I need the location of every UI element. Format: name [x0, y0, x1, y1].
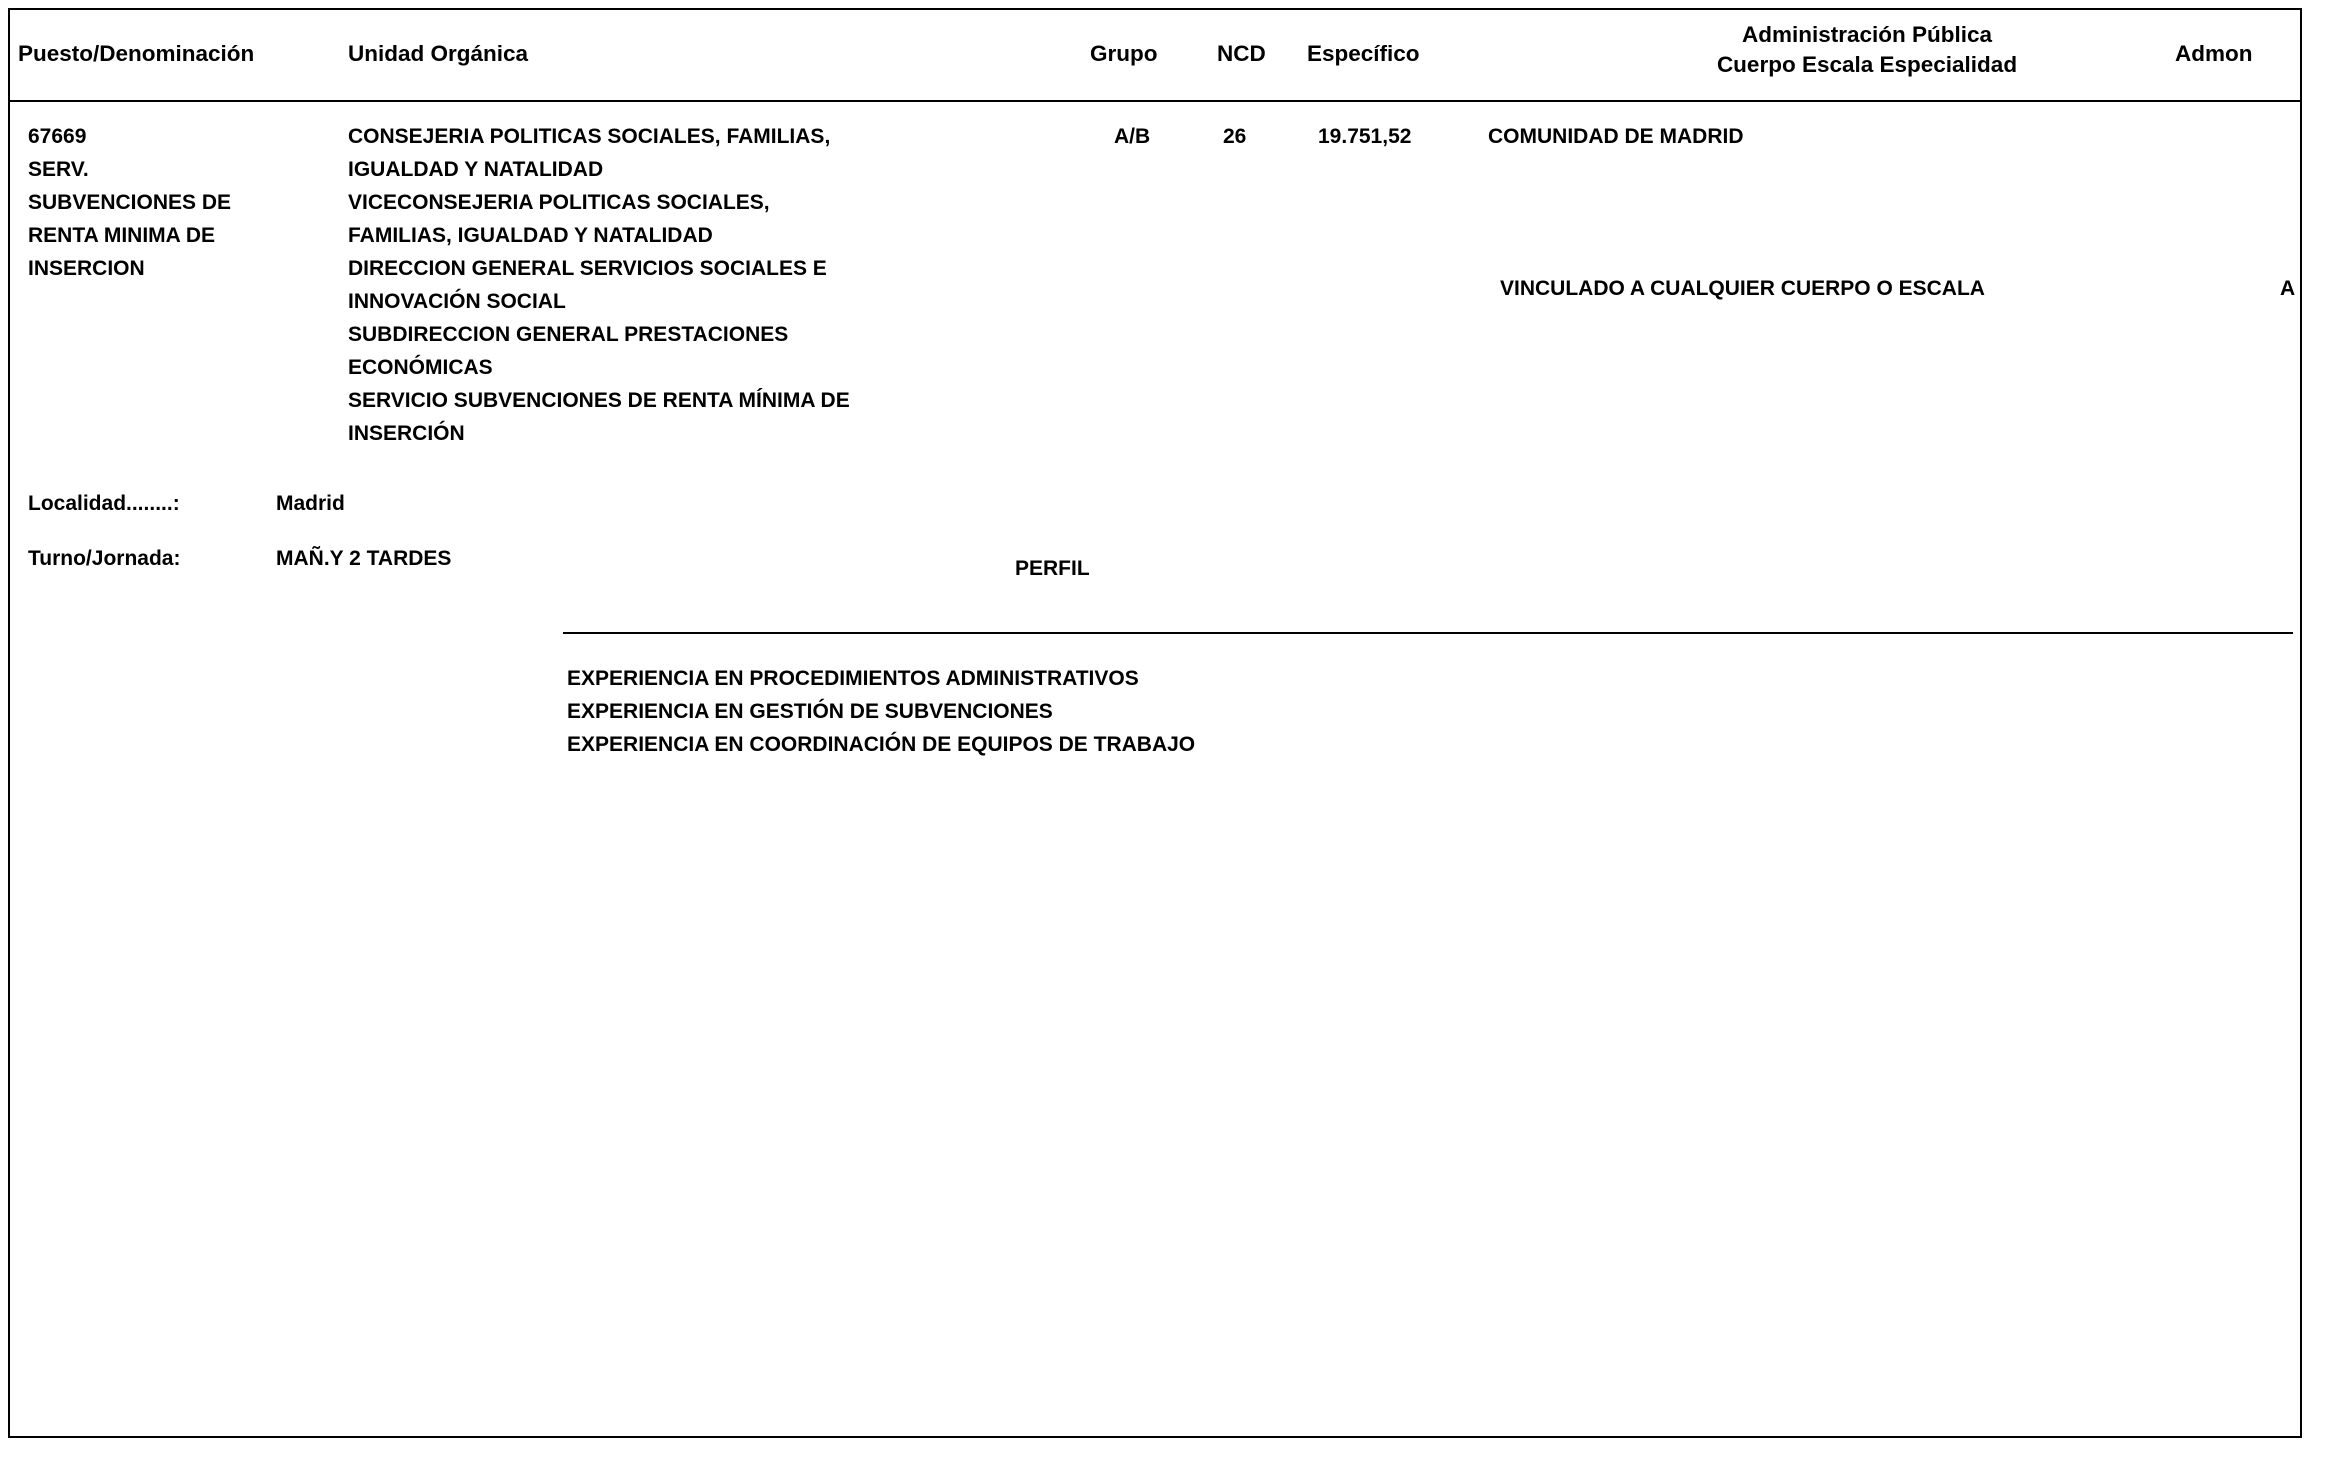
job-posting-table: [8, 8, 2302, 1438]
puesto-denominacion-line: SERV.: [28, 158, 89, 181]
administracion-publica-value: COMUNIDAD DE MADRID: [1488, 125, 1744, 148]
unidad-organica-cell: [348, 120, 1068, 450]
localidad-row: [28, 492, 345, 516]
column-header-admon: Admon: [2175, 41, 2253, 66]
grupo-value: A/B: [1114, 125, 1151, 148]
perfil-list: [567, 662, 1195, 761]
unidad-organica-line: SUBDIRECCION GENERAL PRESTACIONES: [348, 323, 789, 346]
column-header-administracion-publica: Administración Pública: [1741, 22, 1993, 47]
list-item: EXPERIENCIA EN COORDINACIÓN DE EQUIPOS DE TRABAJO: [567, 733, 1196, 756]
column-header-especifico: Específico: [1307, 41, 1420, 66]
puesto-denominacion-line: RENTA MINIMA DE: [28, 224, 216, 247]
column-header-grupo: Grupo: [1090, 41, 1158, 66]
admon-value: A: [2280, 277, 2296, 300]
localidad-label: Localidad........:: [28, 492, 180, 515]
localidad-value: Madrid: [276, 492, 345, 515]
unidad-organica-line: FAMILIAS, IGUALDAD Y NATALIDAD: [348, 224, 713, 247]
turno-jornada-label: Turno/Jornada:: [28, 547, 181, 570]
unidad-organica-line: INSERCIÓN: [348, 422, 465, 445]
perfil-title: PERFIL: [1015, 557, 1090, 580]
list-item: EXPERIENCIA EN PROCEDIMIENTOS ADMINISTRATIVOS: [567, 667, 1139, 690]
puesto-denominacion-line: SUBVENCIONES DE: [28, 191, 232, 214]
unidad-organica-line: VICECONSEJERIA POLITICAS SOCIALES,: [348, 191, 770, 214]
table-row: [28, 120, 328, 285]
perfil-divider: [563, 632, 2293, 634]
unidad-organica-line: DIRECCION GENERAL SERVICIOS SOCIALES E: [348, 257, 827, 280]
unidad-organica-line: CONSEJERIA POLITICAS SOCIALES, FAMILIAS,: [348, 125, 831, 148]
especifico-value: 19.751,52: [1318, 125, 1412, 148]
turno-jornada-value: MAÑ.Y 2 TARDES: [276, 547, 452, 570]
column-header-cuerpo-escala-especialidad: Cuerpo Escala Especialidad: [1716, 52, 2018, 77]
cuerpo-escala-especialidad-value: VINCULADO A CUALQUIER CUERPO O ESCALA: [1500, 277, 1985, 300]
column-header-unidad-organica: Unidad Orgánica: [348, 41, 529, 66]
table-body: [10, 102, 2300, 1436]
unidad-organica-line: IGUALDAD Y NATALIDAD: [348, 158, 604, 181]
table-header-row: [10, 10, 2300, 102]
puesto-denominacion-line: INSERCION: [28, 257, 145, 280]
puesto-codigo: 67669: [28, 125, 87, 148]
unidad-organica-line: ECONÓMICAS: [348, 356, 493, 379]
turno-jornada-row: [28, 547, 451, 571]
ncd-value: 26: [1223, 125, 1247, 148]
unidad-organica-line: SERVICIO SUBVENCIONES DE RENTA MÍNIMA DE: [348, 389, 850, 412]
unidad-organica-line: INNOVACIÓN SOCIAL: [348, 290, 566, 313]
list-item: EXPERIENCIA EN GESTIÓN DE SUBVENCIONES: [567, 700, 1053, 723]
column-header-ncd: NCD: [1217, 41, 1266, 66]
column-header-puesto: Puesto/Denominación: [18, 41, 255, 66]
